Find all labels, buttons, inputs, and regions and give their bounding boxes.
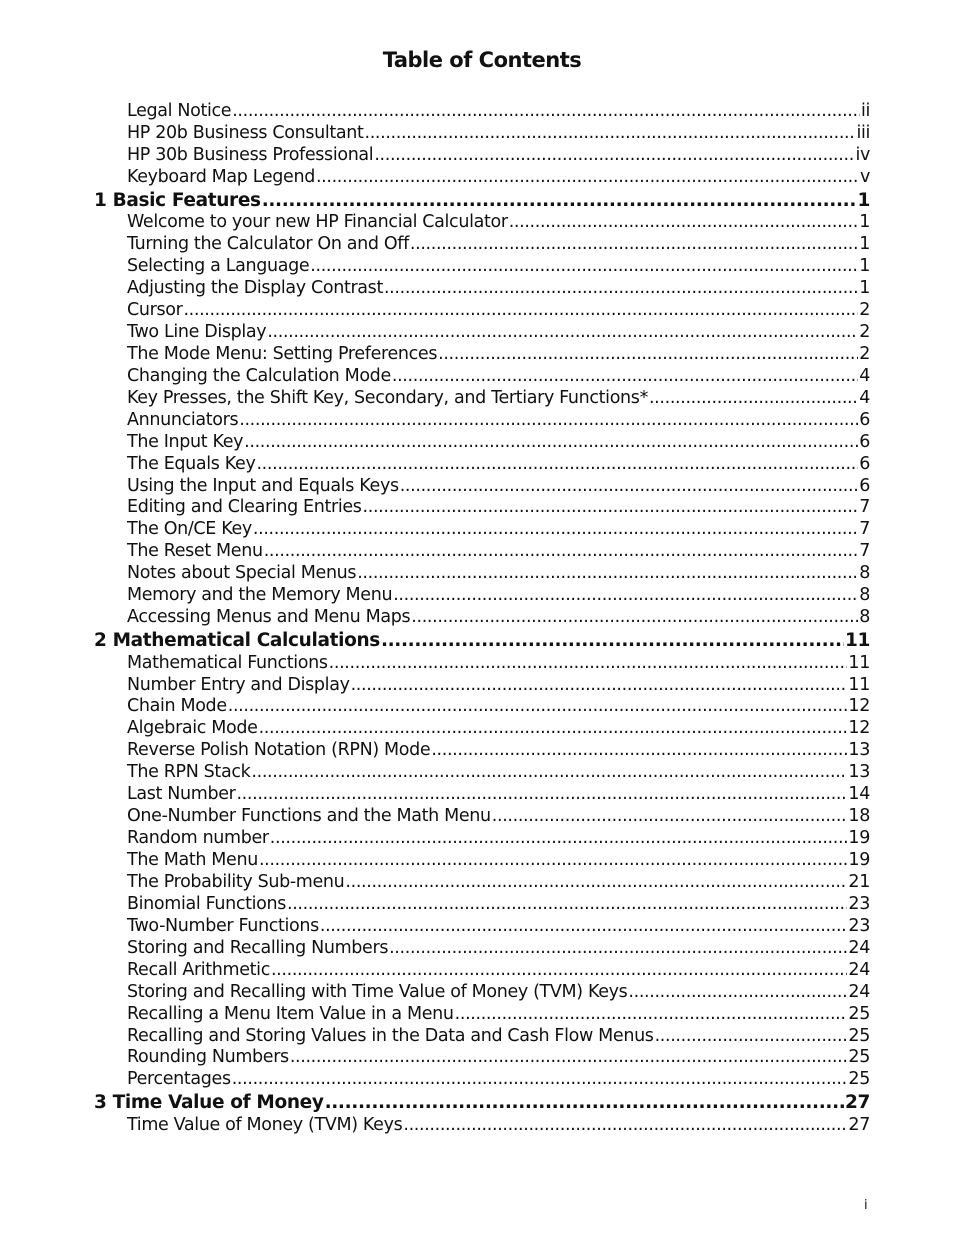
dot-leader <box>455 1004 848 1026</box>
toc-entry-label: Notes about Special Menus <box>127 563 357 584</box>
toc-entry-label: Two Line Display <box>127 321 267 342</box>
toc-entry-page-number: 19 <box>848 828 870 849</box>
toc-entry-page-number: 8 <box>859 607 870 628</box>
toc-entry-label: Rounding Numbers <box>127 1047 289 1068</box>
dot-leader <box>509 212 859 234</box>
toc-entry-page-number: v <box>859 166 870 187</box>
toc-entry-label: Legal Notice <box>127 101 232 121</box>
toc-entry-page-number: 2 <box>859 343 870 364</box>
toc-section-entry[interactable] <box>94 872 870 894</box>
toc-section-entry[interactable] <box>94 410 870 432</box>
toc-chapter-entry[interactable] <box>94 1091 870 1115</box>
dot-leader <box>357 563 858 585</box>
toc-entry-label: The Reset Menu <box>127 541 263 562</box>
dot-leader <box>351 675 848 697</box>
toc-section-entry[interactable] <box>94 366 870 388</box>
toc-entry-label: Welcome to your new HP Financial Calculator <box>127 212 508 233</box>
toc-entry-page-number: 14 <box>848 784 870 805</box>
toc-entry-page-number: 19 <box>848 850 870 870</box>
toc-section-entry[interactable] <box>94 278 870 300</box>
toc-entry-page-number: 6 <box>859 475 870 496</box>
toc-entry-label: Last Number <box>127 784 236 805</box>
dot-leader <box>239 410 858 432</box>
toc-entry-page-number: 4 <box>859 365 870 386</box>
dot-leader <box>431 740 847 762</box>
toc-section-entry[interactable] <box>94 696 870 718</box>
dot-leader <box>628 982 847 1004</box>
dot-leader <box>320 916 848 938</box>
toc-entry-label: Recall Arithmetic <box>127 959 270 980</box>
toc-entry-label: Changing the Calculation Mode <box>127 365 391 386</box>
toc-section-entry[interactable] <box>94 541 870 563</box>
toc-section-entry[interactable] <box>94 101 870 123</box>
dot-leader <box>262 189 857 213</box>
toc-entry-page-number: 18 <box>848 806 870 827</box>
toc-entry-label: The Math Menu <box>127 850 258 870</box>
toc-entry-label: Time Value of Money (TVM) Keys <box>127 1114 403 1135</box>
dot-leader <box>384 278 858 300</box>
toc-entry-page-number: 1 <box>859 278 870 299</box>
toc-entry-label: Annunciators <box>127 409 239 430</box>
toc-entry-label: The RPN Stack <box>127 762 251 783</box>
dot-leader <box>287 894 847 916</box>
toc-entry-page-number: 1 <box>859 234 870 255</box>
toc-entry-page-number: 6 <box>859 431 870 452</box>
toc-entry-page-number: 27 <box>848 1114 870 1135</box>
toc-entry-label: Memory and the Memory Menu <box>127 585 393 606</box>
toc-entry-label: Algebraic Mode <box>127 718 258 739</box>
dot-leader <box>256 454 858 476</box>
toc-section-entry[interactable] <box>94 982 870 1004</box>
toc-entry-label: HP 20b Business Consultant <box>127 122 364 143</box>
dot-leader <box>364 123 855 145</box>
toc-section-entry[interactable] <box>94 585 870 607</box>
dot-leader <box>329 653 848 675</box>
dot-leader <box>264 541 858 563</box>
toc-entry-label: Cursor <box>127 300 183 320</box>
toc-section-entry[interactable] <box>94 1004 870 1026</box>
dot-leader <box>410 234 858 256</box>
dot-leader <box>411 607 858 629</box>
toc-section-entry[interactable] <box>94 894 870 916</box>
toc-section-entry[interactable] <box>94 607 870 629</box>
toc-entry-page-number: ii <box>860 101 870 121</box>
toc-entry-page-number: 13 <box>848 740 870 761</box>
dot-leader <box>316 167 859 189</box>
toc-entry-label: Random number <box>127 828 269 849</box>
dot-leader <box>393 585 858 607</box>
toc-entry-label: Mathematical Functions <box>127 652 328 673</box>
toc-entry-page-number: 27 <box>844 1092 870 1114</box>
toc-entry-label: Recalling and Storing Values in the Data and Cash Flow Menus <box>127 1025 654 1046</box>
toc-entry-label: Accessing Menus and Menu Maps <box>127 607 411 628</box>
toc-entry-label: Chain Mode <box>127 696 227 717</box>
toc-section-entry[interactable] <box>94 476 870 498</box>
dot-leader <box>649 388 858 410</box>
toc-entry-label: Selecting a Language <box>127 256 310 277</box>
dot-leader <box>392 366 858 388</box>
toc-entry-page-number: 23 <box>848 893 870 914</box>
toc-section-entry[interactable] <box>94 1026 870 1048</box>
toc-entry-page-number: 8 <box>859 585 870 606</box>
toc-section-entry[interactable] <box>94 960 870 982</box>
toc-entry-page-number: 1 <box>857 189 870 211</box>
toc-chapter-entry[interactable] <box>94 629 870 653</box>
toc-entry-page-number: 11 <box>848 674 870 695</box>
dot-leader <box>290 1047 848 1069</box>
dot-leader <box>655 1026 848 1048</box>
toc-section-entry[interactable] <box>94 916 870 938</box>
toc-entry-page-number: 25 <box>848 1025 870 1046</box>
page-number: i <box>864 1198 868 1213</box>
toc-entry-label: HP 30b Business Professional <box>127 144 374 165</box>
toc-entry-page-number: 7 <box>859 519 870 540</box>
toc-section-entry[interactable] <box>94 828 870 850</box>
toc-entry-page-number: 4 <box>859 387 870 408</box>
toc-entry-page-number: 13 <box>848 762 870 783</box>
toc-section-entry[interactable] <box>94 167 870 189</box>
dot-leader <box>374 145 854 167</box>
dot-leader <box>310 256 858 278</box>
dot-leader <box>259 718 848 740</box>
dot-leader <box>244 432 858 454</box>
toc-section-entry[interactable] <box>94 256 870 278</box>
dot-leader <box>363 497 859 519</box>
toc-entry-label: Adjusting the Display Contrast <box>127 278 383 299</box>
toc-entry-page-number: 8 <box>859 563 870 584</box>
toc-entry-label: Using the Input and Equals Keys <box>127 475 399 496</box>
toc-entry-page-number: 24 <box>848 937 870 958</box>
toc-entry-page-number: 1 <box>859 212 870 233</box>
dot-leader <box>236 784 847 806</box>
dot-leader <box>492 806 848 828</box>
toc-entry-page-number: 1 <box>859 256 870 277</box>
toc-entry-label: Key Presses, the Shift Key, Secondary, and Tertiary Functions* <box>127 387 648 408</box>
toc-entry-label: Keyboard Map Legend <box>127 166 315 187</box>
dot-leader <box>271 960 847 982</box>
toc-section-entry[interactable] <box>94 563 870 585</box>
toc-section-entry[interactable] <box>94 938 870 960</box>
dot-leader <box>183 300 858 322</box>
toc-section-entry[interactable] <box>94 762 870 784</box>
toc-entry-label: 1 Basic Features <box>94 189 261 211</box>
toc-entry-page-number: 24 <box>848 981 870 1002</box>
dot-leader <box>438 344 858 366</box>
dot-leader <box>270 828 848 850</box>
toc-section-entry[interactable] <box>94 454 870 476</box>
toc-section-entry[interactable] <box>94 300 870 322</box>
toc-section-entry[interactable] <box>94 1069 870 1091</box>
dot-leader <box>325 1091 844 1115</box>
toc-entry-page-number: 23 <box>848 915 870 936</box>
toc-entry-page-number: 11 <box>848 652 870 673</box>
toc-entry-label: Editing and Clearing Entries <box>127 497 362 518</box>
toc-entry-label: Recalling a Menu Item Value in a Menu <box>127 1003 454 1024</box>
dot-leader <box>403 1115 847 1137</box>
toc-section-entry[interactable] <box>94 718 870 740</box>
toc-section-entry[interactable] <box>94 145 870 167</box>
toc-section-entry[interactable] <box>94 1047 870 1069</box>
toc-entry-label: One-Number Functions and the Math Menu <box>127 806 491 827</box>
toc-section-entry[interactable] <box>94 234 870 256</box>
dot-leader <box>232 101 860 123</box>
toc-entry-label: Reverse Polish Notation (RPN) Mode <box>127 740 431 761</box>
dot-leader <box>381 629 844 653</box>
toc-entry-page-number: 7 <box>859 541 870 562</box>
toc-entry-page-number: 7 <box>859 497 870 518</box>
toc-section-entry[interactable] <box>94 653 870 675</box>
toc-section-entry[interactable] <box>94 344 870 366</box>
dot-leader <box>259 850 847 872</box>
toc-entry-page-number: 12 <box>848 718 870 739</box>
dot-leader <box>400 476 858 498</box>
toc-chapter-entry[interactable] <box>94 189 870 213</box>
toc-section-entry[interactable] <box>94 740 870 762</box>
toc-entry-label: Percentages <box>127 1069 231 1090</box>
toc-section-entry[interactable] <box>94 675 870 697</box>
toc-section-entry[interactable] <box>94 850 870 872</box>
toc-entry-page-number: 6 <box>859 453 870 474</box>
toc-section-entry[interactable] <box>94 388 870 410</box>
dot-leader <box>228 696 848 718</box>
page-title: Table of Contents <box>382 48 582 72</box>
table-of-contents <box>94 101 870 1137</box>
toc-entry-label: The Probability Sub-menu <box>127 871 345 892</box>
toc-entry-page-number: 6 <box>859 409 870 430</box>
toc-entry-page-number: 12 <box>848 696 870 717</box>
toc-entry-label: 3 Time Value of Money <box>94 1092 324 1114</box>
toc-section-entry[interactable] <box>94 806 870 828</box>
toc-entry-page-number: iv <box>855 144 870 165</box>
toc-entry-label: The Mode Menu: Setting Preferences <box>127 343 438 364</box>
toc-section-entry[interactable] <box>94 784 870 806</box>
toc-section-entry[interactable] <box>94 322 870 344</box>
toc-entry-page-number: 11 <box>844 630 870 652</box>
toc-section-entry[interactable] <box>94 497 870 519</box>
dot-leader <box>232 1069 848 1091</box>
toc-entry-label: Binomial Functions <box>127 893 286 914</box>
dot-leader <box>253 519 858 541</box>
toc-entry-label: Turning the Calculator On and Off <box>127 234 409 255</box>
toc-entry-label: The Input Key <box>127 431 244 452</box>
toc-entry-page-number: 24 <box>848 959 870 980</box>
dot-leader <box>251 762 847 784</box>
dot-leader <box>389 938 847 960</box>
toc-section-entry[interactable] <box>94 123 870 145</box>
toc-section-entry[interactable] <box>94 212 870 234</box>
toc-entry-label: The Equals Key <box>127 453 256 474</box>
toc-entry-label: Two-Number Functions <box>127 915 319 936</box>
toc-section-entry[interactable] <box>94 519 870 541</box>
toc-entry-page-number: 25 <box>848 1069 870 1090</box>
toc-entry-page-number: 2 <box>859 321 870 342</box>
toc-entry-page-number: 2 <box>859 300 870 320</box>
toc-section-entry[interactable] <box>94 432 870 454</box>
toc-entry-label: Storing and Recalling Numbers <box>127 937 389 958</box>
dot-leader <box>345 872 847 894</box>
toc-entry-label: 2 Mathematical Calculations <box>94 630 380 652</box>
toc-entry-page-number: iii <box>856 122 870 143</box>
toc-entry-label: The On/CE Key <box>127 519 252 540</box>
toc-entry-page-number: 21 <box>848 871 870 892</box>
toc-entry-label: Storing and Recalling with Time Value of Money (TVM) Keys <box>127 981 628 1002</box>
dot-leader <box>267 322 858 344</box>
toc-entry-page-number: 25 <box>848 1003 870 1024</box>
toc-entry-page-number: 25 <box>848 1047 870 1068</box>
toc-section-entry[interactable] <box>94 1115 870 1137</box>
toc-entry-label: Number Entry and Display <box>127 674 350 695</box>
